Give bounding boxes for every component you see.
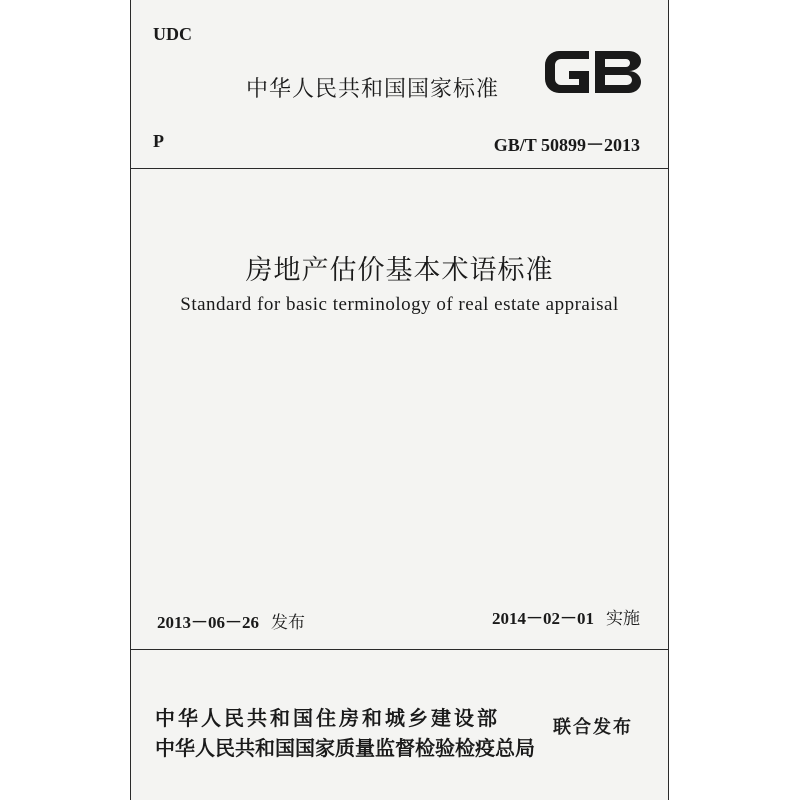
implement-date: 2014－02－01 — [492, 609, 594, 628]
gb-logo-icon — [541, 45, 645, 99]
publisher-ministry: 中华人民共和国住房和城乡建设部 — [155, 706, 500, 730]
implement-action: 实施 — [606, 609, 640, 629]
gb-logo-g — [545, 51, 589, 93]
implement-info — [492, 604, 640, 629]
title-english: Standard for basic terminology of real estate appraisal — [180, 294, 619, 315]
issue-action: 发布 — [271, 613, 305, 633]
issue-date: 2013－06－26 — [157, 613, 259, 632]
issue-info — [157, 608, 305, 633]
classification-code: P — [153, 131, 164, 151]
divider-bottom — [131, 649, 668, 650]
joint-release-label: 联合发布 — [553, 717, 633, 738]
divider-top — [131, 168, 668, 169]
standard-number: GB/T 50899－2013 — [493, 135, 640, 155]
book-cover — [130, 0, 669, 800]
standard-type: 中华人民共和国国家标准 — [246, 77, 500, 102]
gb-logo-b — [595, 51, 641, 93]
udc-label: UDC — [153, 24, 192, 44]
publisher-aqsiq: 中华人民共和国国家质量监督检验检疫总局 — [155, 736, 535, 760]
title-chinese: 房地产估价基本术语标准 — [245, 255, 554, 286]
